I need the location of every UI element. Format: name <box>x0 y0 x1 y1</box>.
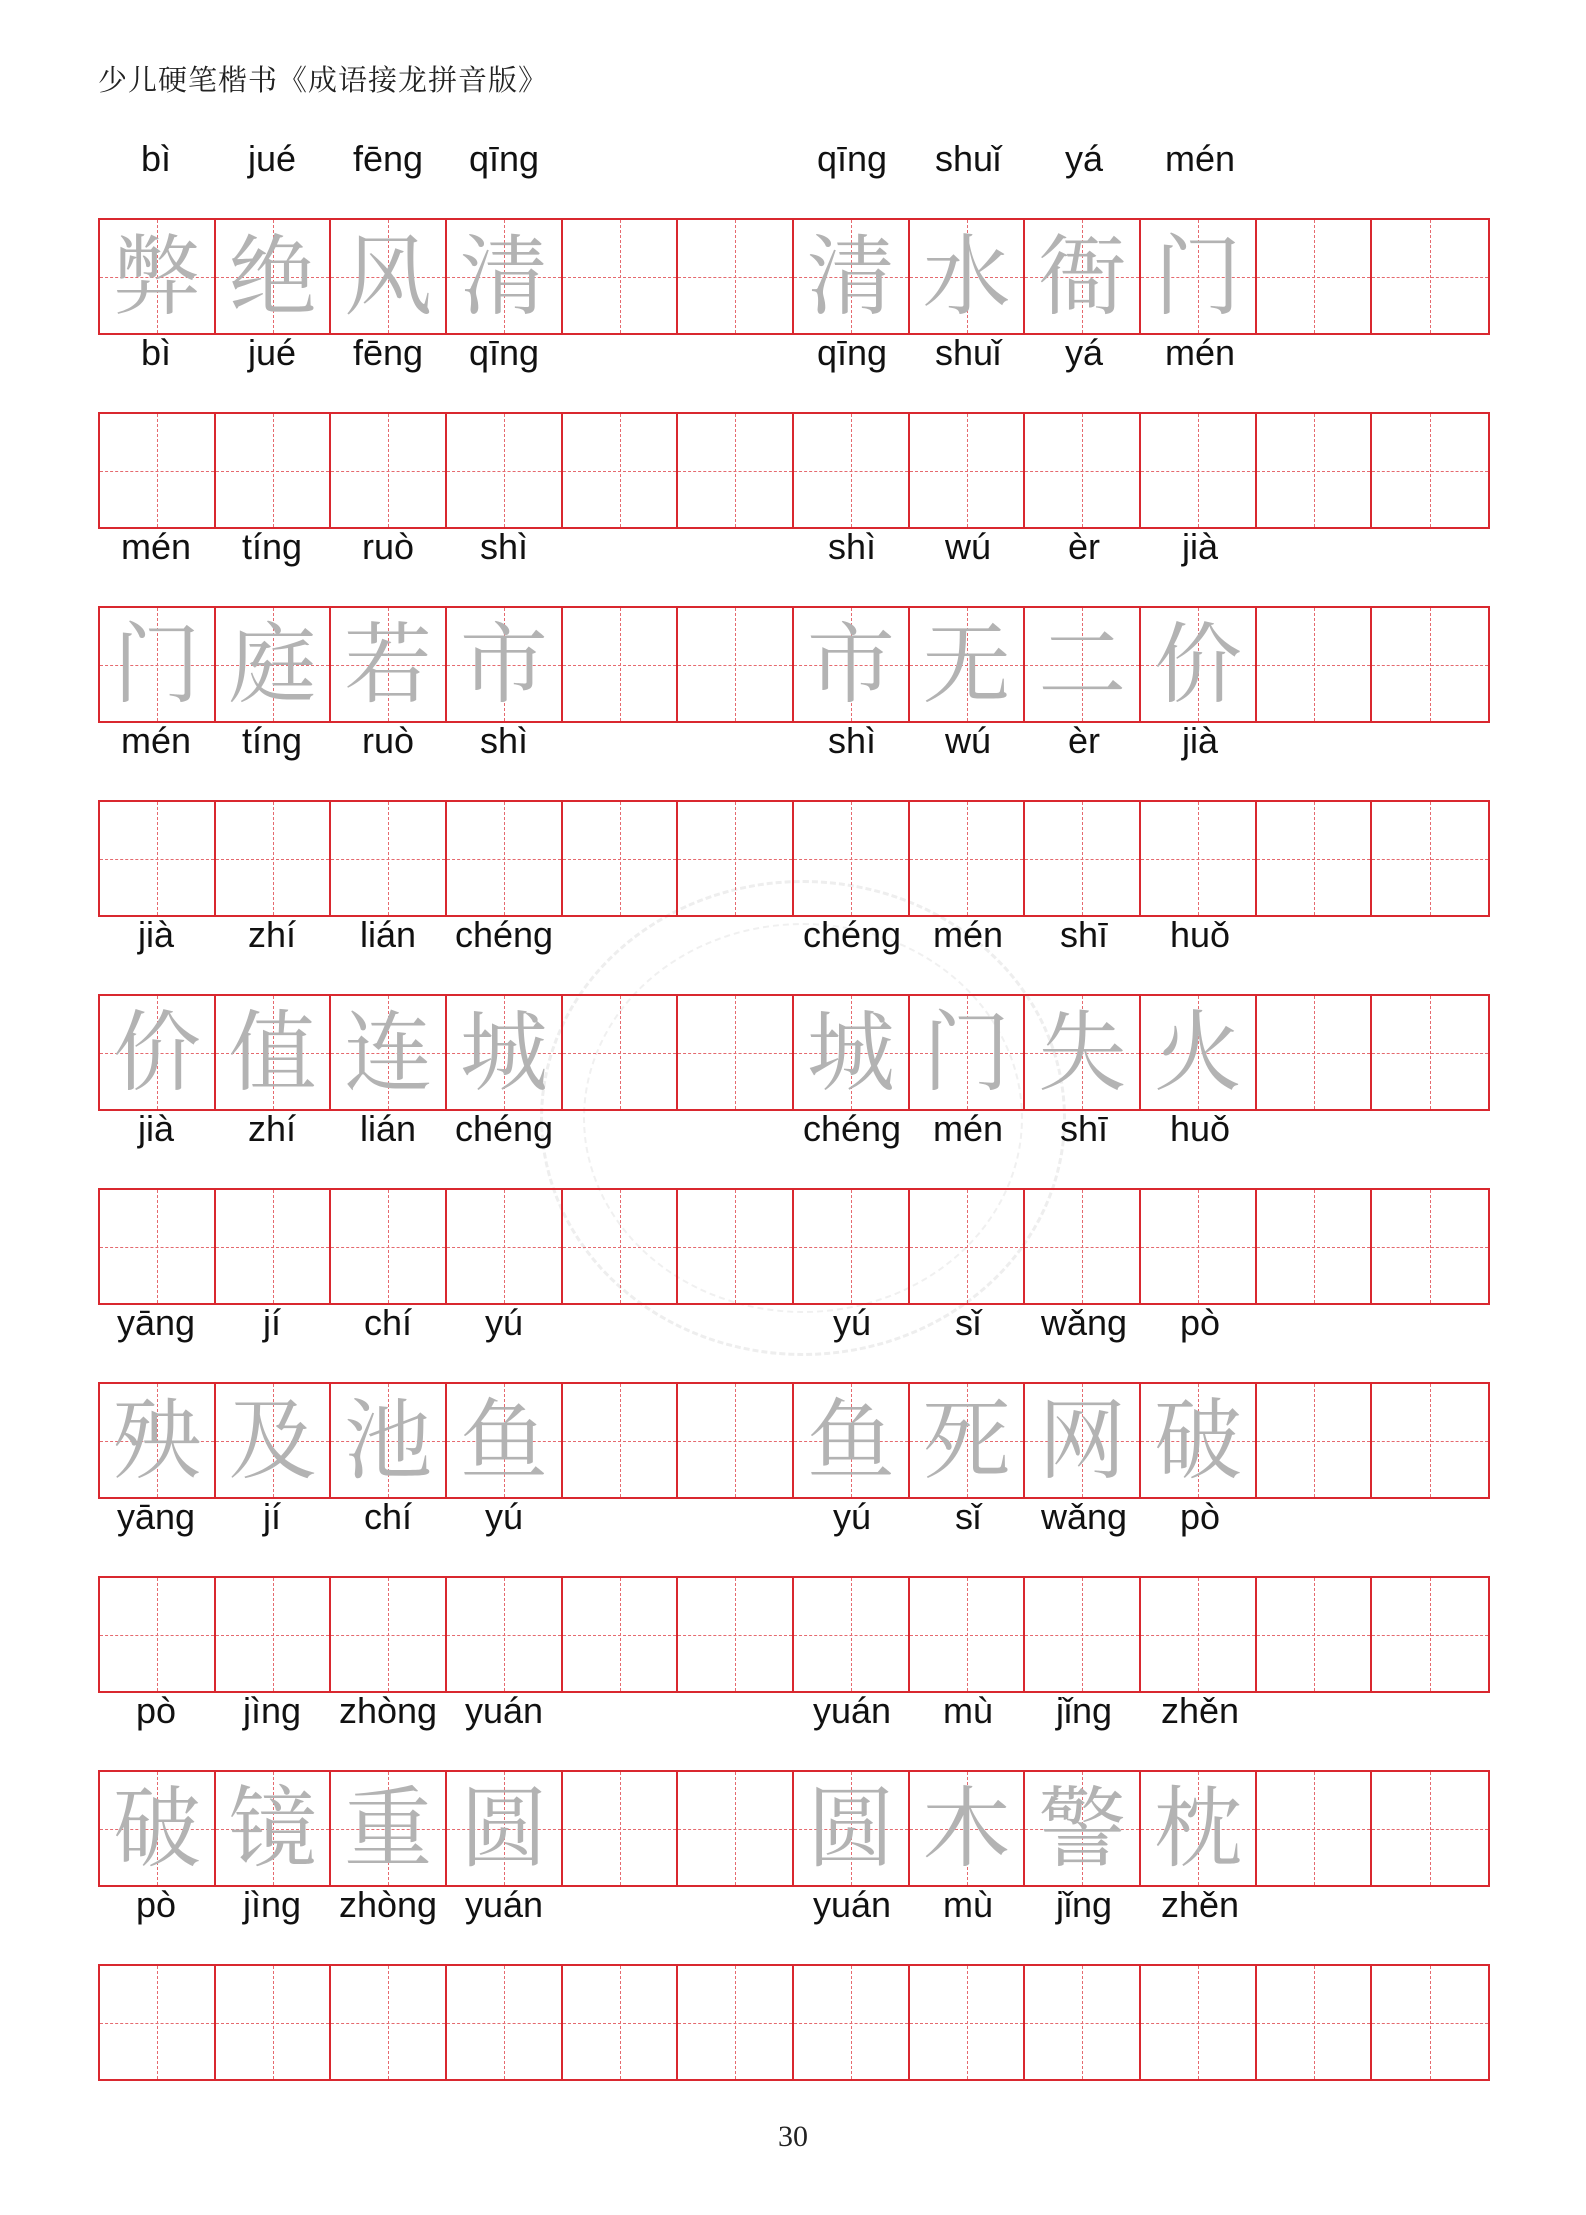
pinyin-label: chí <box>363 1496 413 1537</box>
pinyin-label: jià <box>1181 526 1219 567</box>
tianzige-cell <box>447 1384 563 1497</box>
pinyin-row <box>98 1284 1490 1362</box>
pinyin-label: yú <box>832 1496 872 1537</box>
tracing-character: 火 <box>1153 1000 1242 1104</box>
tianzige-cell <box>447 996 563 1109</box>
tianzige-cell <box>794 1384 910 1497</box>
pinyin-label: shì <box>479 526 529 567</box>
pinyin-label: fēng <box>352 332 424 373</box>
tianzige-cell <box>1025 1772 1141 1885</box>
pinyin-label: chéng <box>454 914 554 955</box>
tracing-character: 枕 <box>1153 1776 1242 1880</box>
pinyin-row <box>98 508 1490 586</box>
pinyin-label: qīng <box>468 138 540 179</box>
tianzige-cell <box>447 608 563 721</box>
tianzige-cell[interactable] <box>331 1966 447 2079</box>
tracing-character: 连 <box>344 1000 433 1104</box>
tianzige-cell[interactable] <box>1372 1966 1488 2079</box>
pinyin-label: yuán <box>812 1690 892 1731</box>
tracing-character: 圆 <box>806 1776 895 1880</box>
pinyin-label: jià <box>137 914 175 955</box>
tianzige-cell <box>794 220 910 333</box>
tianzige-cell <box>910 608 1026 721</box>
pinyin-label: qīng <box>468 332 540 373</box>
model-section <box>98 896 1490 1104</box>
pinyin-label: shì <box>827 720 877 761</box>
tianzige-cell <box>216 1772 332 1885</box>
model-section <box>98 1672 1490 1880</box>
writing-grid <box>98 1964 1490 2081</box>
pinyin-label: jià <box>137 1108 175 1149</box>
tracing-character: 破 <box>112 1776 201 1880</box>
pinyin-label: chéng <box>802 1108 902 1149</box>
tianzige-cell[interactable] <box>1257 1966 1373 2079</box>
pinyin-label: mén <box>120 526 192 567</box>
pinyin-label: zhěn <box>1160 1690 1240 1731</box>
tracing-character: 门 <box>922 1000 1011 1104</box>
pinyin-label: chéng <box>802 914 902 955</box>
pinyin-label: fēng <box>352 138 424 179</box>
tianzige-cell <box>1141 608 1257 721</box>
pinyin-label: sǐ <box>955 1496 981 1537</box>
tracing-character: 警 <box>1038 1776 1127 1880</box>
pinyin-label: shī <box>1059 914 1109 955</box>
pinyin-label: qīng <box>816 138 888 179</box>
practice-section <box>98 1478 1490 1673</box>
pinyin-label: wú <box>944 720 992 761</box>
pinyin-label: yá <box>1064 332 1104 373</box>
tianzige-cell <box>216 1384 332 1497</box>
tianzige-cell[interactable] <box>794 1966 910 2079</box>
pinyin-label: jǐng <box>1055 1884 1113 1925</box>
tianzige-cell <box>447 220 563 333</box>
page-number: 30 <box>778 2120 808 2153</box>
pinyin-label: zhěn <box>1160 1884 1240 1925</box>
tianzige-cell <box>910 220 1026 333</box>
pinyin-label: yāng <box>116 1302 196 1343</box>
tracing-character: 及 <box>228 1388 317 1492</box>
pinyin-label: èr <box>1067 526 1100 567</box>
pinyin-label: wǎng <box>1040 1302 1128 1343</box>
tracing-character: 衙 <box>1038 224 1127 328</box>
pinyin-label: chéng <box>454 1108 554 1149</box>
pinyin-label: huǒ <box>1169 1108 1231 1149</box>
tracing-character: 绝 <box>228 224 317 328</box>
pinyin-label: mén <box>932 914 1004 955</box>
tianzige-cell <box>910 1384 1026 1497</box>
tianzige-cell <box>331 996 447 1109</box>
pinyin-label: jìng <box>242 1690 302 1731</box>
tianzige-cell <box>216 996 332 1109</box>
pinyin-label: sǐ <box>955 1302 981 1343</box>
pinyin-label: jué <box>247 138 297 179</box>
pinyin-label: yuán <box>464 1690 544 1731</box>
pinyin-label: bì <box>140 138 172 179</box>
pinyin-label: shī <box>1059 1108 1109 1149</box>
tracing-character: 若 <box>344 612 433 716</box>
pinyin-label: pò <box>1179 1302 1221 1343</box>
tianzige-cell <box>1025 608 1141 721</box>
tracing-character: 价 <box>1153 612 1242 716</box>
tianzige-cell <box>794 1772 910 1885</box>
pinyin-label: huǒ <box>1169 914 1231 955</box>
tianzige-cell <box>910 996 1026 1109</box>
pinyin-label: shì <box>827 526 877 567</box>
pinyin-label: mén <box>932 1108 1004 1149</box>
tianzige-cell <box>1025 220 1141 333</box>
practice-section <box>98 314 1490 509</box>
tracing-character: 木 <box>922 1776 1011 1880</box>
pinyin-label: pò <box>1179 1496 1221 1537</box>
tianzige-cell <box>1141 1772 1257 1885</box>
pinyin-label: zhí <box>247 914 297 955</box>
tianzige-cell[interactable] <box>678 1966 794 2079</box>
pinyin-label: jí <box>263 1496 281 1537</box>
pinyin-label: mén <box>1164 138 1236 179</box>
pinyin-label: jǐng <box>1055 1690 1113 1731</box>
pinyin-label: jìng <box>242 1884 302 1925</box>
tianzige-cell <box>100 996 216 1109</box>
tracing-character: 风 <box>344 224 433 328</box>
tianzige-cell[interactable] <box>1141 1966 1257 2079</box>
tracing-character: 值 <box>228 1000 317 1104</box>
pinyin-label: yú <box>832 1302 872 1343</box>
pinyin-label: jué <box>247 332 297 373</box>
tianzige-cell <box>331 1772 447 1885</box>
tianzige-cell <box>447 1772 563 1885</box>
pinyin-label: ruò <box>361 526 415 567</box>
pinyin-label: pò <box>135 1690 177 1731</box>
practice-section <box>98 1090 1490 1285</box>
tracing-character: 城 <box>806 1000 895 1104</box>
tianzige-cell[interactable] <box>1025 1966 1141 2079</box>
model-section <box>98 120 1490 328</box>
pinyin-label: qīng <box>816 332 888 373</box>
tracing-character: 镜 <box>228 1776 317 1880</box>
tracing-character: 价 <box>112 1000 201 1104</box>
tracing-character: 门 <box>1153 224 1242 328</box>
tianzige-cell <box>331 220 447 333</box>
tracing-character: 市 <box>806 612 895 716</box>
pinyin-label: wǎng <box>1040 1496 1128 1537</box>
tianzige-cell[interactable] <box>563 1966 679 2079</box>
pinyin-row <box>98 120 1490 198</box>
pinyin-label: shì <box>479 720 529 761</box>
pinyin-label: jià <box>1181 720 1219 761</box>
tianzige-cell <box>216 220 332 333</box>
tianzige-cell <box>1025 1384 1141 1497</box>
pinyin-label: zhí <box>247 1108 297 1149</box>
pinyin-label: yāng <box>116 1496 196 1537</box>
pinyin-label: yuán <box>464 1884 544 1925</box>
pinyin-label: wú <box>944 526 992 567</box>
tracing-character: 城 <box>459 1000 548 1104</box>
tianzige-cell <box>331 1384 447 1497</box>
practice-section <box>98 702 1490 897</box>
tianzige-cell <box>100 1772 216 1885</box>
pinyin-label: tíng <box>241 720 303 761</box>
model-section <box>98 508 1490 716</box>
pinyin-label: pò <box>135 1884 177 1925</box>
tianzige-cell[interactable] <box>910 1966 1026 2079</box>
pinyin-label: yú <box>484 1302 524 1343</box>
tianzige-cell <box>1141 996 1257 1109</box>
pinyin-label: lián <box>359 914 417 955</box>
tianzige-cell <box>100 220 216 333</box>
pinyin-label: chí <box>363 1302 413 1343</box>
tracing-character: 池 <box>344 1388 433 1492</box>
tracing-character: 水 <box>922 224 1011 328</box>
tracing-character: 清 <box>806 224 895 328</box>
tianzige-cell <box>1141 220 1257 333</box>
pinyin-label: èr <box>1067 720 1100 761</box>
pinyin-label: ruò <box>361 720 415 761</box>
page-header: 少儿硬笔楷书《成语接龙拼音版》 <box>98 63 549 97</box>
tracing-character: 门 <box>112 612 201 716</box>
tracing-character: 无 <box>922 612 1011 716</box>
pinyin-label: zhòng <box>338 1884 438 1925</box>
tianzige-cell <box>1141 1384 1257 1497</box>
tracing-character: 圆 <box>459 1776 548 1880</box>
tracing-character: 市 <box>459 612 548 716</box>
practice-section <box>98 1866 1490 2061</box>
tianzige-cell <box>794 608 910 721</box>
tianzige-cell[interactable] <box>447 1966 563 2079</box>
pinyin-label: yuán <box>812 1884 892 1925</box>
tianzige-cell[interactable] <box>100 1966 216 2079</box>
tianzige-cell <box>331 608 447 721</box>
model-section <box>98 1284 1490 1492</box>
pinyin-row <box>98 1672 1490 1750</box>
pinyin-label: zhòng <box>338 1690 438 1731</box>
pinyin-label: mù <box>942 1884 993 1925</box>
tracing-character: 重 <box>344 1776 433 1880</box>
tracing-character: 失 <box>1038 1000 1127 1104</box>
tracing-character: 二 <box>1038 612 1127 716</box>
tracing-character: 清 <box>459 224 548 328</box>
tianzige-cell <box>216 608 332 721</box>
pinyin-label: jí <box>263 1302 281 1343</box>
pinyin-label: yú <box>484 1496 524 1537</box>
pinyin-label: mén <box>120 720 192 761</box>
tianzige-cell <box>910 1772 1026 1885</box>
tracing-character: 网 <box>1038 1388 1127 1492</box>
pinyin-label: yá <box>1064 138 1104 179</box>
tianzige-cell <box>100 608 216 721</box>
tianzige-cell <box>794 996 910 1109</box>
pinyin-label: bì <box>140 332 172 373</box>
tianzige-cell <box>100 1384 216 1497</box>
pinyin-row <box>98 896 1490 974</box>
tracing-character: 庭 <box>228 612 317 716</box>
pinyin-label: shuǐ <box>934 332 1002 373</box>
pinyin-label: mù <box>942 1690 993 1731</box>
tracing-character: 殃 <box>112 1388 201 1492</box>
pinyin-label: tíng <box>241 526 303 567</box>
tracing-character: 破 <box>1153 1388 1242 1492</box>
tracing-character: 弊 <box>112 224 201 328</box>
tracing-character: 鱼 <box>806 1388 895 1492</box>
tracing-character: 鱼 <box>459 1388 548 1492</box>
tracing-character: 死 <box>922 1388 1011 1492</box>
pinyin-label: mén <box>1164 332 1236 373</box>
pinyin-label: shuǐ <box>934 138 1002 179</box>
tianzige-cell <box>1025 996 1141 1109</box>
pinyin-label: lián <box>359 1108 417 1149</box>
tianzige-cell[interactable] <box>216 1966 332 2079</box>
